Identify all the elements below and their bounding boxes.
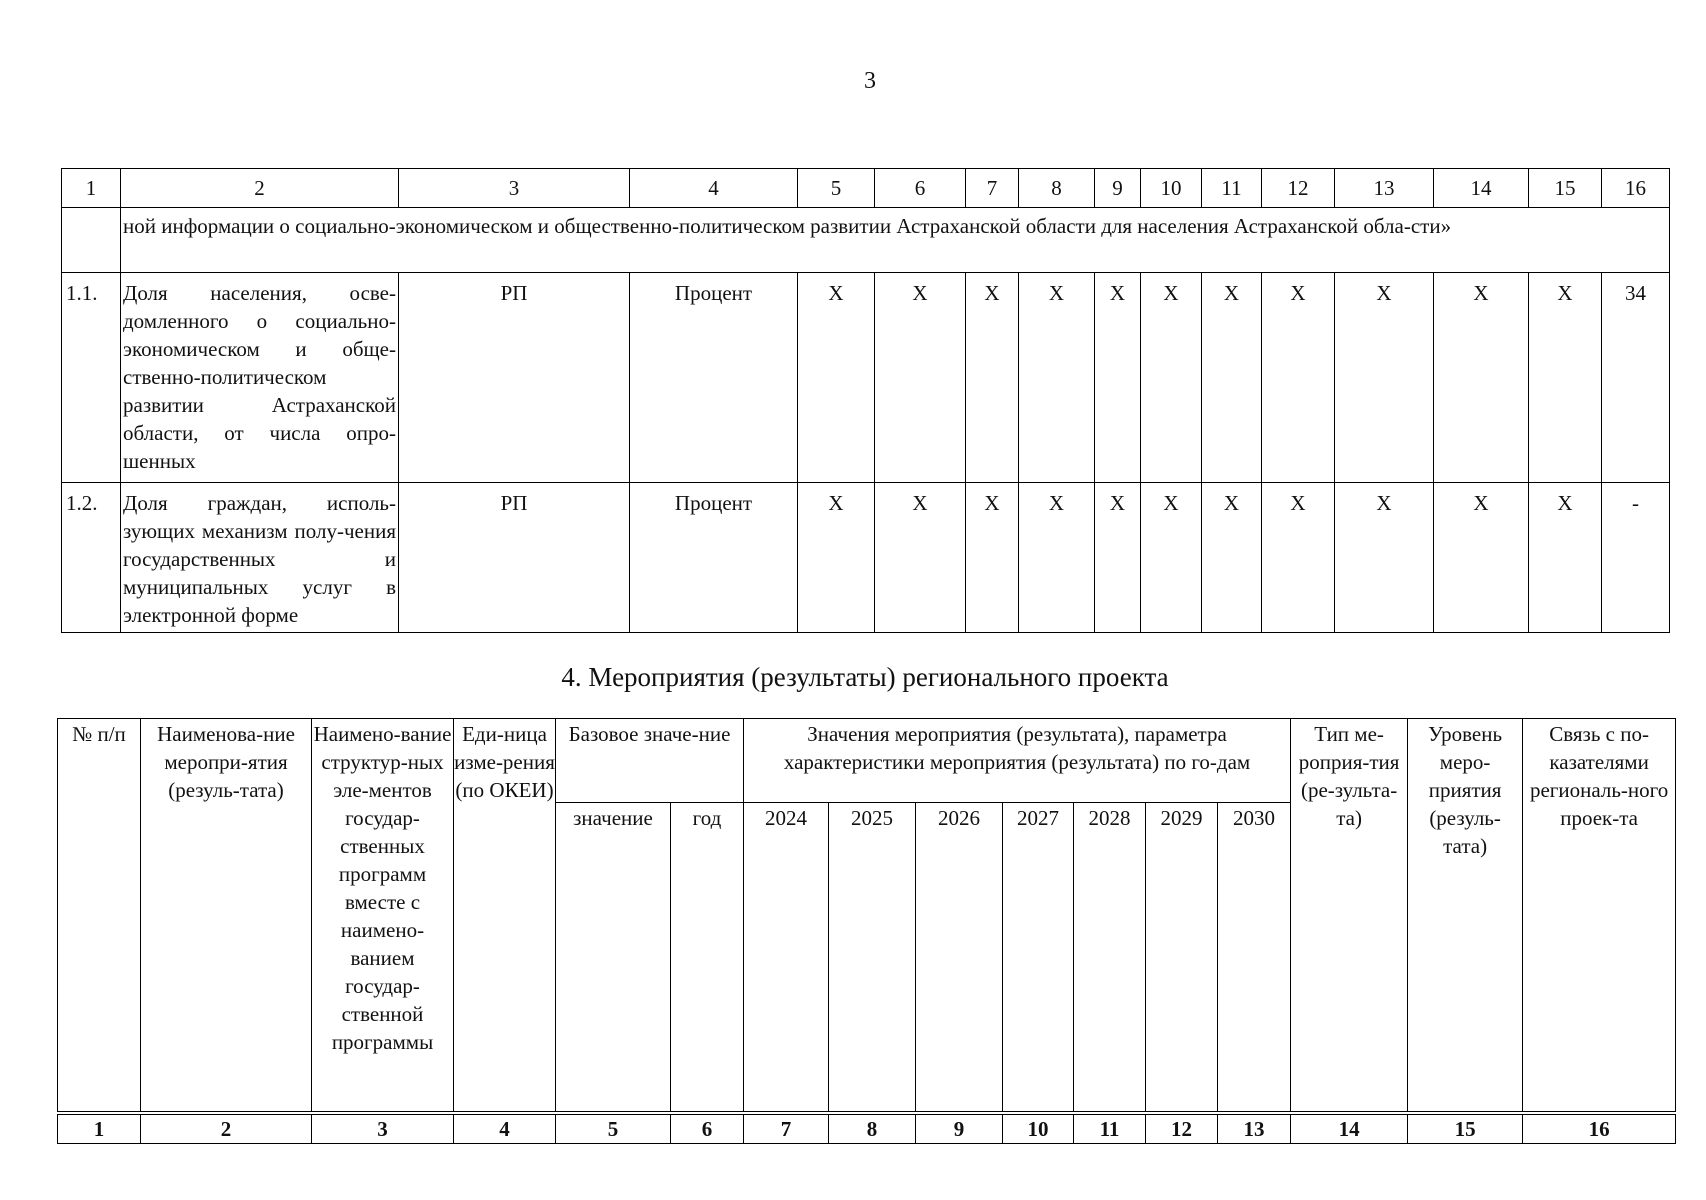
value-cell: X [966, 483, 1019, 633]
column-number-row [58, 1113, 1676, 1144]
header-activity-type: Тип ме-роприя-тия (ре-зульта-та) [1291, 719, 1408, 1113]
value-cell: - [1602, 483, 1670, 633]
column-number: 10 [1003, 1113, 1074, 1144]
indicator-name: Доля граждан, исполь-зующих механизм полу-чения государственных и муниципальных услуг в электронной форме [121, 483, 399, 633]
column-number: 6 [671, 1113, 744, 1144]
value-cell: X [1262, 273, 1335, 483]
column-number: 13 [1335, 169, 1434, 208]
indicator-level: РП [399, 273, 630, 483]
header-year: 2029 [1146, 803, 1218, 1113]
header-row [58, 719, 1676, 803]
value-cell: X [798, 483, 875, 633]
continuation-row [62, 208, 1670, 273]
value-cell: X [1202, 483, 1262, 633]
header-values-by-year: Значения мероприятия (результата), параметра характеристики мероприятия (результата) по го-дам [744, 719, 1291, 803]
header-base-value: Базовое значе-ние [556, 719, 744, 803]
indicator-level: РП [399, 483, 630, 633]
header-year: 2025 [829, 803, 916, 1113]
column-number: 6 [875, 169, 966, 208]
column-number: 15 [1529, 169, 1602, 208]
header-unit: Еди-ница изме-рения (по ОКЕИ) [454, 719, 556, 1113]
column-number: 15 [1408, 1113, 1523, 1144]
column-number: 10 [1141, 169, 1202, 208]
column-number: 16 [1602, 169, 1670, 208]
column-number: 8 [829, 1113, 916, 1144]
value-cell: X [1262, 483, 1335, 633]
header-activity-name: Наименова-ние меропри-ятия (резуль-тата) [141, 719, 312, 1113]
page-number: 3 [864, 68, 876, 94]
column-number: 12 [1262, 169, 1335, 208]
column-number: 16 [1523, 1113, 1676, 1144]
activities-table [57, 718, 1676, 1144]
column-number: 8 [1019, 169, 1095, 208]
value-cell: X [1095, 273, 1141, 483]
value-cell: X [1529, 273, 1602, 483]
header-year: 2026 [916, 803, 1003, 1113]
value-cell: X [1141, 483, 1202, 633]
column-number: 11 [1202, 169, 1262, 208]
column-number: 14 [1291, 1113, 1408, 1144]
value-cell: X [1335, 273, 1434, 483]
value-cell: X [966, 273, 1019, 483]
column-number: 2 [141, 1113, 312, 1144]
value-cell: X [1019, 273, 1095, 483]
table-row [62, 483, 1670, 633]
column-number: 5 [556, 1113, 671, 1144]
value-cell: X [1095, 483, 1141, 633]
column-number: 7 [966, 169, 1019, 208]
column-number: 2 [121, 169, 399, 208]
row-number: 1.1. [62, 273, 121, 483]
value-cell: X [1335, 483, 1434, 633]
column-number: 5 [798, 169, 875, 208]
value-cell: X [1202, 273, 1262, 483]
header-num: № п/п [58, 719, 141, 1113]
row-number: 1.2. [62, 483, 121, 633]
header-indicator-link: Связь с по-казателями региональ-ного проек-та [1523, 719, 1676, 1113]
column-number: 1 [62, 169, 121, 208]
column-number: 11 [1074, 1113, 1146, 1144]
column-number: 12 [1146, 1113, 1218, 1144]
header-year: 2030 [1218, 803, 1291, 1113]
column-number: 4 [454, 1113, 556, 1144]
header-year: 2027 [1003, 803, 1074, 1113]
value-cell: X [1019, 483, 1095, 633]
value-cell: X [1434, 483, 1529, 633]
value-cell: X [798, 273, 875, 483]
value-cell: X [1141, 273, 1202, 483]
section-title: 4. Мероприятия (результаты) регионального проекта [561, 662, 1169, 692]
header-activity-level: Уровень меро-приятия (резуль-тата) [1408, 719, 1523, 1113]
header-year: 2024 [744, 803, 829, 1113]
column-number: 13 [1218, 1113, 1291, 1144]
table-row [62, 273, 1670, 483]
value-cell: X [1434, 273, 1529, 483]
indicator-unit: Процент [630, 273, 798, 483]
column-number: 14 [1434, 169, 1529, 208]
column-number: 3 [312, 1113, 454, 1144]
indicator-name: Доля населения, осве-домленного о социально-экономическом и обще-ственно-политическом развитии Астраханской области, от числа опро-шенных [121, 273, 399, 483]
value-cell: 34 [1602, 273, 1670, 483]
column-number: 9 [916, 1113, 1003, 1144]
column-number: 1 [58, 1113, 141, 1144]
value-cell: X [1529, 483, 1602, 633]
column-number: 9 [1095, 169, 1141, 208]
header-structural-elements: Наимено-вание структур-ных эле-ментов государ-ственных программ вместе с наимено-ванием государ-ственной программы [312, 719, 454, 1113]
column-number: 7 [744, 1113, 829, 1144]
column-number-row [62, 169, 1670, 208]
value-cell: X [875, 273, 966, 483]
value-cell: X [875, 483, 966, 633]
column-number: 4 [630, 169, 798, 208]
header-year: 2028 [1074, 803, 1146, 1113]
indicators-table [61, 168, 1670, 633]
column-number: 3 [399, 169, 630, 208]
indicator-unit: Процент [630, 483, 798, 633]
continuation-text: ной информации о социально-экономическом и общественно-политическом развитии Астраханской области для населения Астраханской обла-сти» [121, 208, 1670, 273]
header-base-amount: значение [556, 803, 671, 1113]
header-base-year: год [671, 803, 744, 1113]
